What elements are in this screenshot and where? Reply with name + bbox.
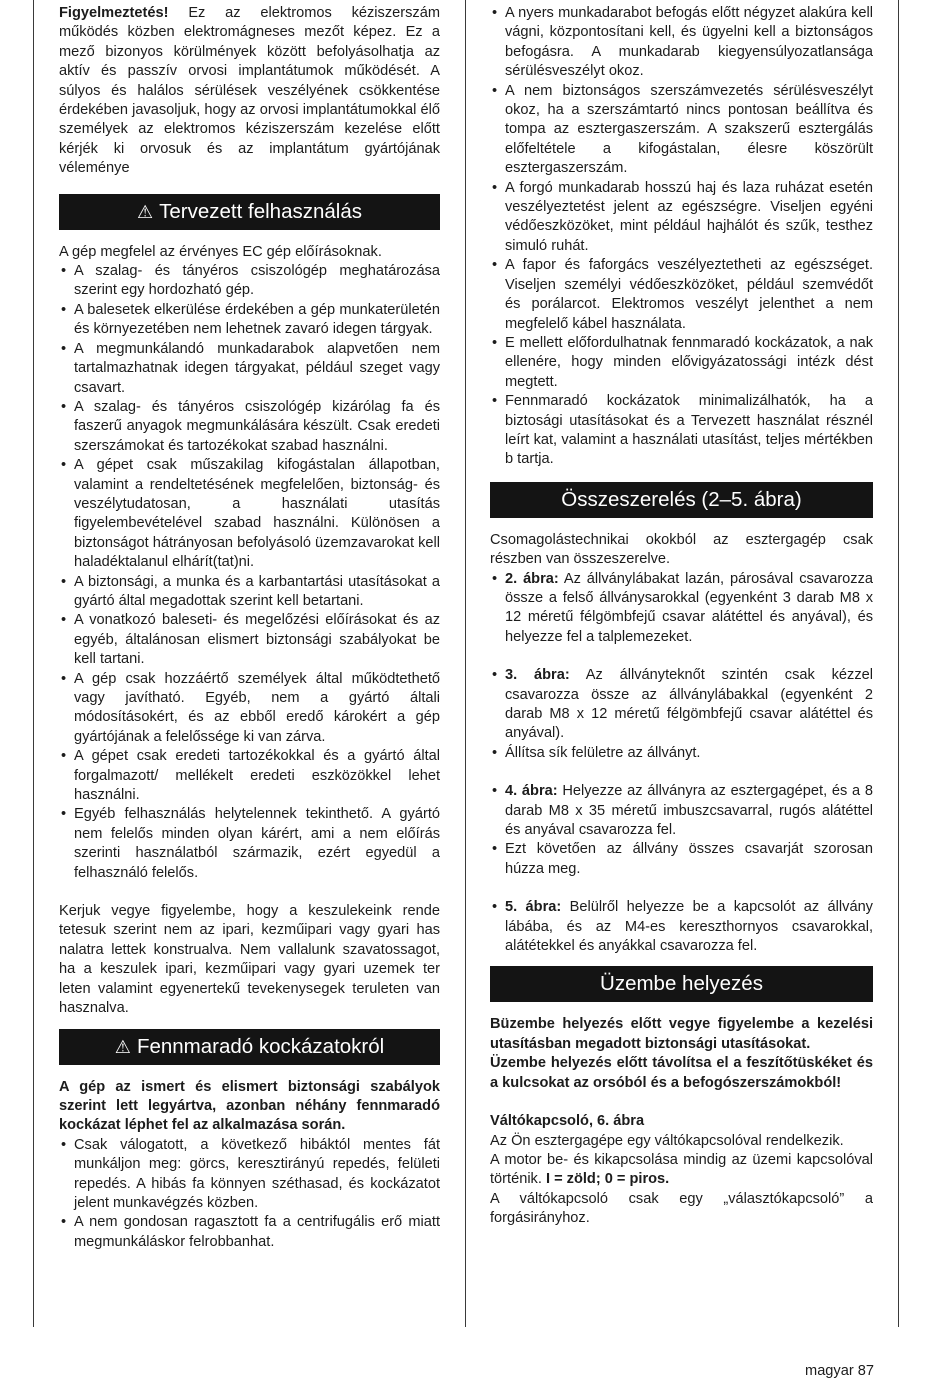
page-number: 87: [857, 1363, 874, 1379]
list-item: • A balesetek elkerülése érdekében a gép munkaterületén és környezetében nem lehetnek zavaró idegen tárgyak.: [59, 301, 440, 340]
right-margin-rule: [898, 0, 899, 1327]
warning-triangle-icon: ⚠: [137, 201, 154, 222]
list-item: • Fennmaradó kockázatok minimalizálhatók, ha a biztosági utasításokat és a Tervezett használat résznél leírt kat, valamint a használati utasítást, teljes mértékben b tartja.: [490, 392, 873, 470]
list-item: • E mellett előfordulhatnak fennmaradó kockázatok, a nak ellenére, hogy minden elővigyázatossági intézk dést megtett.: [490, 334, 873, 392]
step-text: Belülről helyezze be a kapcsolót az állvány lábába, és az M4-es kereszthornyos csavarokkal, alátétekkel és anyákkal csavarozza fel.: [505, 899, 873, 955]
residual-risks-list-continued: [490, 4, 873, 470]
footer-language: magyar: [805, 1363, 854, 1379]
residual-risks-list: [59, 1136, 440, 1252]
list-item: • A nyers munkadarabot befogás előtt négyzet alakúra kell vágni, központosítani kell, és ügyelni kell a biztonságos befogásra. A munkadarab kiegyensúlyozatlansága sérülésveszélyt okoz.: [490, 4, 873, 82]
list-item: • A gépet csak műszakilag kifogástalan állapotban, valamint a rendeltetésének megfelelően, biztonság- és veszélytudatosan, a használati utasítás figyelembevételével szabad használni. Különösen a biztonságot hátrányosan befolyásoló üzemzavarokat kell haladéktalanul elhárít(tat)ni.: [59, 456, 440, 572]
intended-use-intro: A gép megfelel az érvényes EC gép előírásoknak.: [59, 243, 382, 260]
assembly-step-4b: • Ezt követően az állvány összes csavarját szorosan húzza meg.: [490, 840, 873, 879]
assembly-step-4: [490, 782, 873, 840]
figure-label: 5. ábra:: [505, 899, 562, 916]
list-item: • A szalag- és tányéros csiszológép kizárólag fa és faszerű anyagok megmunkálására készült. Csak eredeti szerszámokat és tartozékokat szabad használni.: [59, 398, 440, 456]
intended-use-list: [59, 262, 440, 883]
list-item: • A megmunkálandó munkadarabok alapvetően nem tartalmazhatnak idegen tárgyakat, például szeget vagy csavart.: [59, 340, 440, 398]
figure-label: 4. ábra:: [505, 783, 558, 800]
figure-label: 3. ábra:: [505, 667, 570, 684]
step-text: Helyezze az állványra az esztergagépet, és a 8 darab M8 x 35 méretű imbuszcsavarral, rugós alátéttel és anyával csavarozza fel.: [505, 783, 873, 839]
switch-heading: Váltókapcsoló, 6. ábra: [490, 1113, 645, 1130]
page-footer: [805, 1362, 874, 1381]
switch-paragraph-3: A váltókapcsoló csak egy „választókapcsoló” a forgásirányhoz.: [490, 1190, 873, 1227]
list-item: • A fapor és faforgács veszélyeztetheti az egészséget. Viseljen személyi védőeszközöket, például szemvédőt és porálarcot. Elektromos veszélyt jelenthet a nem megfelelő kábel használata.: [490, 256, 873, 334]
section-heading-intended-use: [59, 194, 440, 230]
section-title: Üzembe helyezés: [600, 972, 763, 996]
section-heading-assembly: [490, 482, 873, 518]
assembly-step-5: [490, 898, 873, 956]
industrial-use-note: Kerjuk vegye figyelembe, hogy a keszulekeink rende tetesuk szerint nem az ipari, kezműipari vagy gyari has nalatra lettek konstrualva. Nem vallalunk szavatossagot, ha a keszulek ipari, kezműipari vagy gyari uzemek ter leten valamint egyenertekű tevekenysegek teruleten van hasznalva.: [59, 903, 440, 1017]
assembly-step-3: [490, 666, 873, 744]
left-margin-rule: [33, 0, 34, 1327]
switch-colors: I = zöld; 0 = piros.: [545, 1171, 670, 1188]
list-item: • A gép csak hozzáértő személyek által működtethető vagy javítható. Egyéb, nem a gyártó általi módosításokért, és az ebből eredő károkért a gép gyártójának a felelőssége ki van zárva.: [59, 670, 440, 748]
switch-text: A motor be- és kikapcsolása mindig az üzemi kapcsolóval történik.: [490, 1151, 873, 1188]
list-item: • A vonatkozó baleseti- és megelőzési előírásokat és az egyéb, általánosan elismert biztonsági szabályokat be kell tartani.: [59, 611, 440, 669]
switch-paragraph-2: [490, 1151, 873, 1190]
left-column: [59, 4, 440, 1252]
list-item: • Csak válogatott, a következő hibáktól mentes fát munkáljon meg: görcs, keresztirányú repedés, felületi repedés. A hibás fa könnyen széthasad, és kockázatot jelent munkavégzés közben.: [59, 1136, 440, 1214]
switch-paragraph-1: Az Ön esztergagépe egy váltókapcsolóval rendelkezik.: [490, 1132, 844, 1149]
section-heading-commissioning: [490, 966, 873, 1002]
right-column: [490, 4, 873, 1229]
center-column-rule: [465, 0, 466, 1327]
section-title: Tervezett felhasználás: [159, 199, 362, 223]
list-item: • A szalag- és tányéros csiszológép meghatározása szerint egy hordozható gép.: [59, 262, 440, 301]
list-item: • Egyéb felhasználás helytelennek tekinthető. A gyártó nem felelős minden olyan kárért, ami a nem előírás szerinti használatból származik, ezért egyedül a felhasználó felelős.: [59, 805, 440, 883]
list-item: • A nem gondosan ragasztott fa a centrifugális erő miatt megmunkáláskor felrobbanhat.: [59, 1213, 440, 1252]
commissioning-warning-2: Üzembe helyezés előtt távolítsa el a feszítőtüskéket és a kulcsokat az orsóból és a befogószerszámokból!: [490, 1055, 873, 1091]
section-heading-residual-risks: [59, 1029, 440, 1065]
step-text: Az állványlábakat lazán, párosával csavarozza össze a felső állványsarokkal (egyenként 3 darab M8 x 12 méretű félgömbfejű csavar alátéttel és anyával), és helyezze fel a talplemezeket.: [505, 570, 873, 645]
assembly-steps: [490, 570, 873, 957]
section-title: Fennmaradó kockázatokról: [136, 1034, 385, 1058]
list-item: • A forgó munkadarab hosszú haj és laza ruházat esetén veszélyeztetést jelent az egészségre. Viseljen egyéni védőeszközöket, mint például hajhálót és szűk, testhez simuló ruhát.: [490, 179, 873, 257]
warning-text: Ez az elektromos kéziszerszám működés közben elektromágneses mezőt képez. Ez a mező bizonyos körülmények között befolyásolhatja az aktív és passzív orvosi implantátumok működését. A súlyos és halálos sérülések veszélyének csökkentése érdekében javasoljuk, hogy az orvosi implantátumokkal élő személyek az elektromos kéziszerszám kezelése előtt kérjék ki orvosuk és az implantátum gyártójának véleménye: [59, 5, 440, 177]
step-text: Az állványteknőt szintén csak kézzel csavarozza össze az állványlábakkal (egyenként 2 darab M8 x 12 méretű félgömbfejű csavar alátéttel és anyával).: [505, 667, 873, 742]
residual-risks-intro: A gép az ismert és elismert biztonsági szabályok szerint lett legyártva, azonban néhány fennmaradó kockázat léphet fel az alkalmazása során.: [59, 1078, 440, 1134]
warning-triangle-icon: ⚠: [114, 1036, 131, 1057]
emf-warning-paragraph: [59, 4, 440, 179]
section-title: Összeszerelés (2–5. ábra): [561, 487, 802, 511]
assembly-step-3b: • Állítsa sík felületre az állványt.: [490, 744, 873, 763]
list-item: • A nem biztonságos szerszámvezetés sérülésveszélyt okoz, ha a szerszámtartó nincs pontosan beállítva és tompa az esztergaszerszám. A szakszerű esztergálás előfeltétele a kifogástalan, élesre köszörült esztergaszerszám.: [490, 82, 873, 179]
warning-label: Figyelmeztetés!: [59, 5, 169, 21]
assembly-step-2: [490, 570, 873, 648]
figure-label: 2. ábra:: [505, 570, 559, 587]
list-item: • A biztonsági, a munka és a karbantartási utasításokat a gyártó által megadottak szerint kell betartani.: [59, 573, 440, 612]
assembly-intro: Csomagolástechnikai okokból az esztergagép csak részben van összeszerelve.: [490, 531, 873, 568]
commissioning-warning-1: Büzembe helyezés előtt vegye figyelembe a kezelési utasításban megadott biztonsági utasításokat.: [490, 1016, 873, 1052]
list-item: • A gépet csak eredeti tartozékokkal és a gyártó által forgalmazott/ mellékelt eredeti eszközökkel lehet használni.: [59, 747, 440, 805]
